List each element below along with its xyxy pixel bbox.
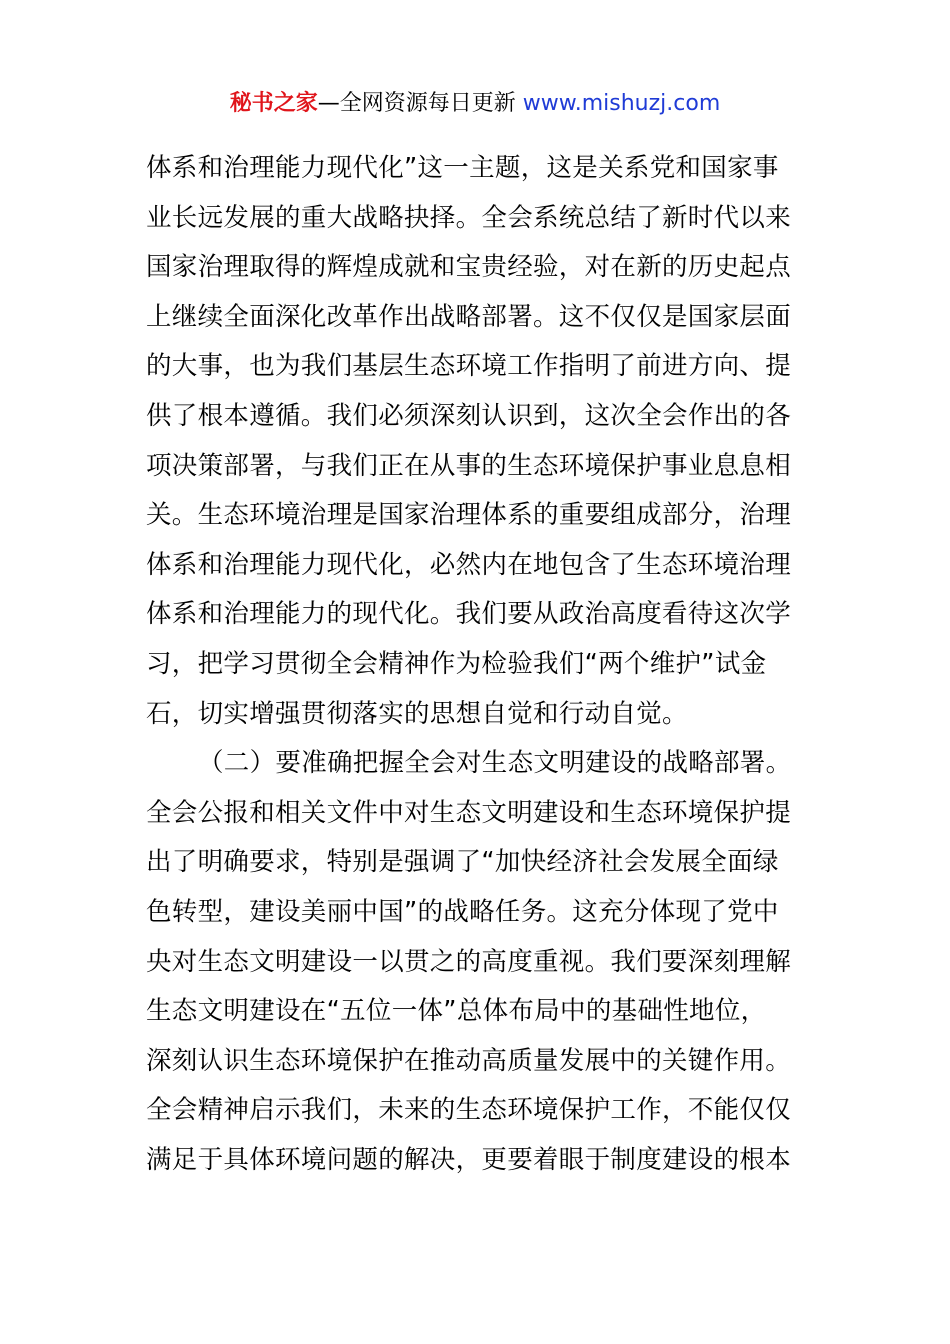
body-line: 的大事，也为我们基层生态环境工作指明了前进方向、提 — [146, 351, 792, 382]
section-heading-line: （二）要准确把握全会对生态文明建设的战略部署。 — [198, 748, 792, 779]
body-line: 体系和治理能力现代化”这一主题，这是关系党和国家事 — [146, 153, 779, 183]
body-line: 色转型，建设美丽中国”的战略任务。这充分体现了党中 — [146, 896, 779, 927]
body-line: 国家治理取得的辉煌成就和宝贵经验，对在新的历史起点 — [146, 252, 792, 283]
body-line: 关。生态环境治理是国家治理体系的重要组成部分，治理 — [146, 500, 792, 531]
body-line: 央对生态文明建设一以贯之的高度重视。我们要深刻理解 — [146, 946, 792, 977]
body-line: 深刻认识生态环境保护在推动高质量发展中的关键作用。 — [146, 1045, 792, 1076]
body-line: 全会精神启示我们，未来的生态环境保护工作，不能仅仅 — [146, 1095, 792, 1126]
body-line: 满足于具体环境问题的解决，更要着眼于制度建设的根本 — [146, 1144, 792, 1175]
body-line: 习，把学习贯彻全会精神作为检验我们“两个维护”试金 — [146, 648, 767, 679]
header-tagline: —全网资源每日更新 — [317, 91, 523, 116]
page-header — [0, 86, 950, 122]
body-line: 上继续全面深化改革作出战略部署。这不仅仅是国家层面 — [146, 301, 792, 332]
site-url-link[interactable]: www.mishuzj.com — [522, 91, 721, 116]
body-line: 体系和治理能力现代化，必然内在地包含了生态环境治理 — [146, 549, 792, 580]
body-line: 出了明确要求，特别是强调了“加快经济社会发展全面绿 — [146, 847, 779, 878]
body-line: 石，切实增强贯彻落实的思想自觉和行动自觉。 — [146, 698, 688, 729]
body-line: 项决策部署，与我们正在从事的生态环境保护事业息息相 — [146, 450, 792, 481]
document-body — [146, 144, 826, 1185]
body-line: 业长远发展的重大战略抉择。全会系统总结了新时代以来 — [146, 202, 792, 233]
body-line: 供了根本遵循。我们必须深刻认识到，这次全会作出的各 — [146, 400, 792, 431]
body-line: 生态文明建设在“五位一体”总体布局中的基础性地位， — [146, 996, 767, 1027]
body-line: 全会公报和相关文件中对生态文明建设和生态环境保护提 — [146, 797, 792, 828]
site-brand: 秘书之家 — [229, 91, 318, 116]
body-line: 体系和治理能力的现代化。我们要从政治高度看待这次学 — [146, 599, 792, 630]
